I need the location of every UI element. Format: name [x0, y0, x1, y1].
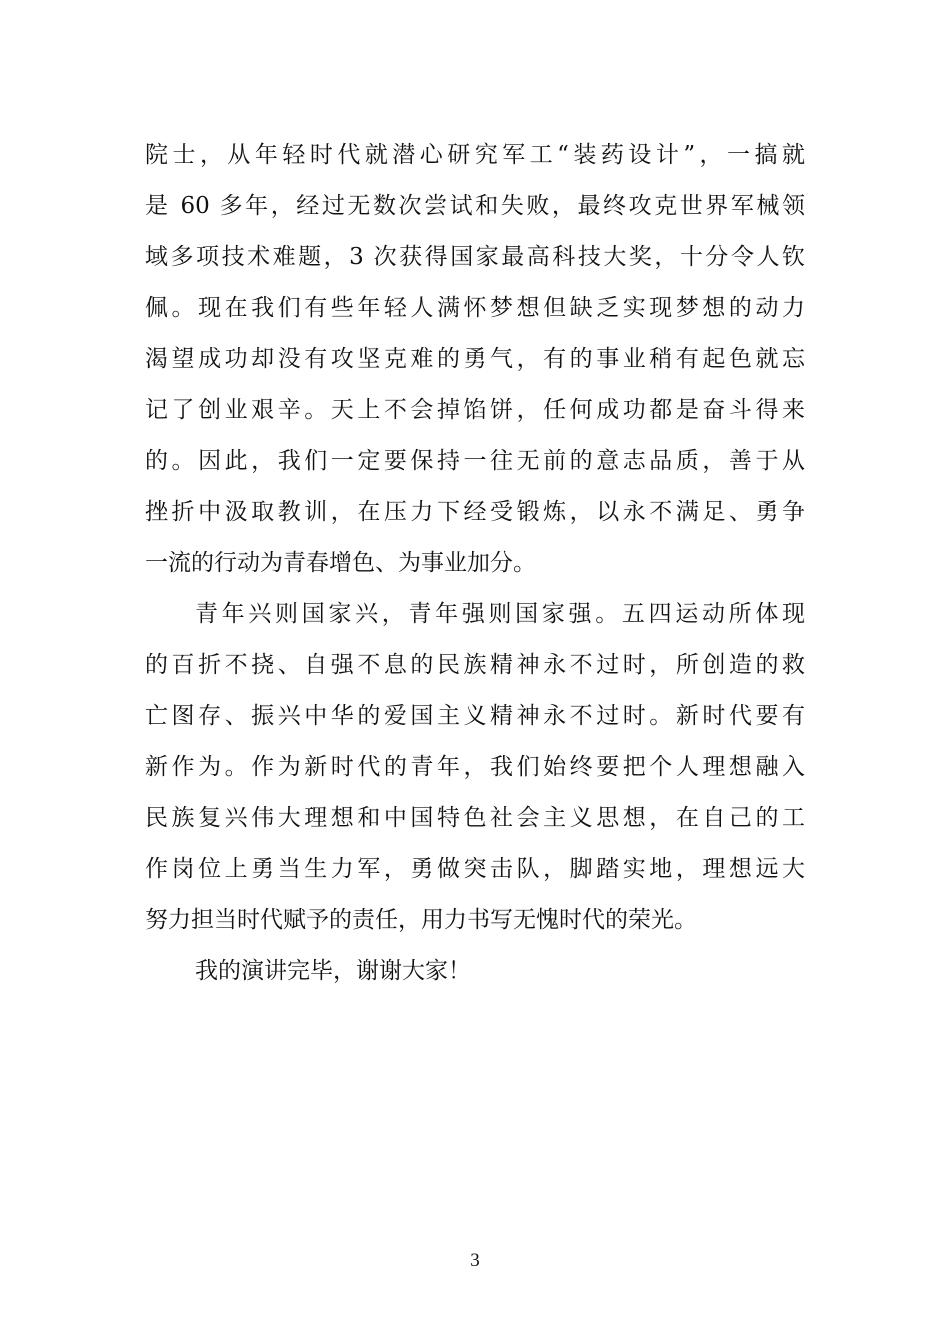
text-line: 一流的行动为青春增色、为事业加分。 [145, 550, 536, 576]
text-line: 的百折不挠、自强不息的民族精神永不过时，所创造的救 [145, 652, 805, 678]
text-line: 作岗位上勇当生力军，勇做突击队，脚踏实地，理想远大 [145, 856, 805, 882]
paragraph-1 [145, 130, 805, 589]
text-line: 记了创业艰辛。天上不会掉馅饼，任何成功都是奋斗得来 [145, 397, 805, 423]
text-line: 渴望成功却没有攻坚克难的勇气，有的事业稍有起色就忘 [145, 346, 805, 372]
text-line: 是 60 多年，经过无数次尝试和失败，最终攻克世界军械领 [145, 193, 805, 219]
paragraph-3 [145, 946, 805, 997]
body-text [145, 130, 805, 997]
text-line: 亡图存、振兴中华的爱国主义精神永不过时。新时代要有 [145, 703, 805, 729]
text-line: 院士，从年轻时代就潜心研究军工“装药设计”，一搞就 [145, 142, 805, 168]
text-line: 新作为。作为新时代的青年，我们始终要把个人理想融入 [145, 754, 805, 780]
text-line: 我的演讲完毕，谢谢大家！ [195, 958, 471, 984]
text-line: 佩。现在我们有些年轻人满怀梦想但缺乏实现梦想的动力 [145, 295, 805, 321]
text-line: 的。因此，我们一定要保持一往无前的意志品质，善于从 [145, 448, 805, 474]
text-line: 域多项技术难题，3 次获得国家最高科技大奖，十分令人钦 [145, 244, 805, 270]
text-line: 青年兴则国家兴，青年强则国家强。五四运动所体现 [195, 601, 805, 627]
text-line: 努力担当时代赋予的责任，用力书写无愧时代的荣光。 [145, 907, 697, 933]
text-line: 挫折中汲取教训，在压力下经受锻炼，以永不满足、勇争 [145, 499, 805, 525]
page-number: 3 [470, 1250, 480, 1271]
text-line: 民族复兴伟大理想和中国特色社会主义思想，在自己的工 [145, 805, 805, 831]
paragraph-2 [145, 589, 805, 946]
